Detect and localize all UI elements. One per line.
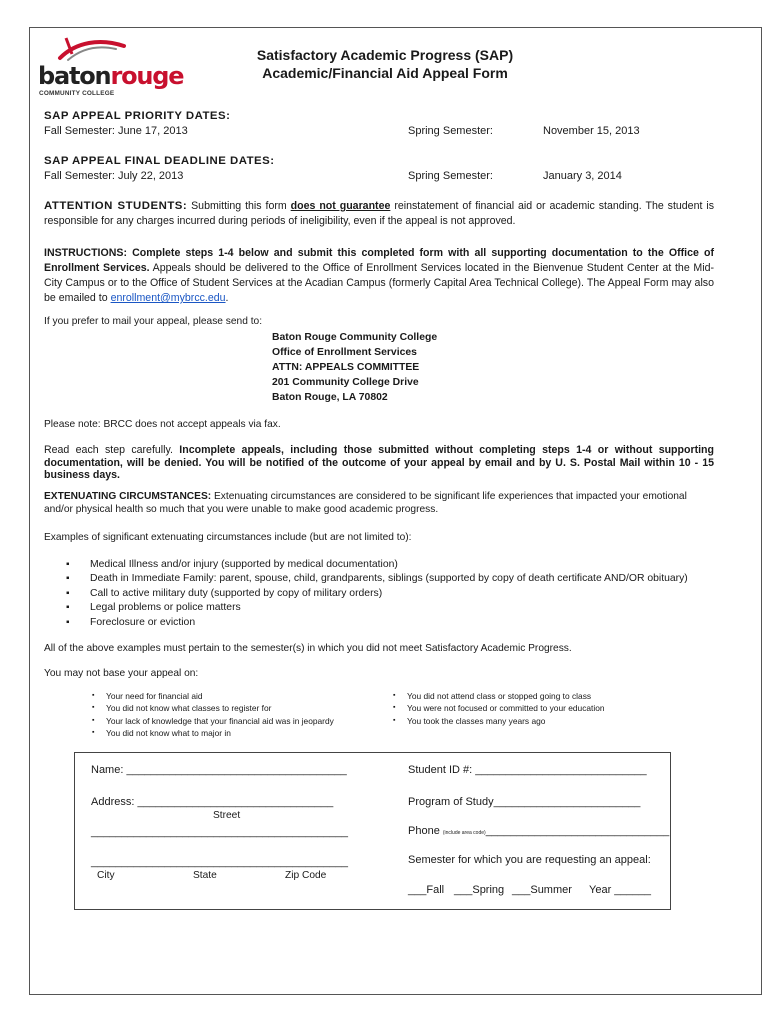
- final-spring-label: Spring Semester:: [408, 170, 493, 182]
- student-info-box: [74, 752, 671, 910]
- instructions-paragraph: INSTRUCTIONS: Complete steps 1-4 below and submit this completed form with all supporting documentation to the Office of Enrollment Services. Appeals should be delivered to the Office of Enrollment Services located in the Bienvenue Student Center at the Mid-City Campus or to the Office of Student Services at the Acadian Campus (formerly Capital Area Technical College). The Appeal Form may also be emailed to enrollment@mybrcc.edu.: [44, 247, 714, 304]
- mail-intro: If you prefer to mail your appeal, please send to:: [44, 316, 263, 327]
- address-line: Baton Rouge Community College: [272, 332, 438, 343]
- enrollment-email-link[interactable]: enrollment@mybrcc.edu: [110, 292, 226, 304]
- logo-wordmark: batonrouge: [38, 62, 184, 90]
- final-spring-date: January 3, 2014: [543, 170, 622, 182]
- not-base-intro: You may not base your appeal on:: [44, 668, 199, 679]
- attention-emphasis: does not guarantee: [290, 200, 391, 212]
- list-item: ▪ You did not know what classes to register for: [90, 702, 334, 714]
- address-line: Baton Rouge, LA 70802: [272, 392, 388, 403]
- read-carefully-paragraph: Read each step carefully. Incomplete appeals, including those submitted without completing steps 1-4 or without supporting documentation, will be denied. You will be notified of the outcome of your appeal by email and by U. S. Postal Mail within 10 - 15 business days.: [44, 444, 714, 481]
- phone-field[interactable]: Phone (include area code)______________________________: [408, 825, 670, 837]
- phone-hint: (include area code): [442, 830, 486, 836]
- list-item: ▪ You did not know what to major in: [90, 727, 334, 739]
- form-subtitle: Academic/Financial Aid Appeal Form: [262, 65, 508, 81]
- list-item: ▪ You were not focused or committed to your education: [391, 702, 605, 714]
- spring-option[interactable]: ___Spring: [454, 884, 505, 896]
- year-field[interactable]: Year ______: [589, 884, 651, 896]
- address-line: ATTN: APPEALS COMMITTEE: [272, 362, 420, 373]
- not-base-list-right: [391, 690, 605, 727]
- list-item: ▪ Death in Immediate Family: parent, spouse, child, grandparents, siblings (supported by copy of death certificate AND/OR obituary): [60, 572, 688, 586]
- form-title: Satisfactory Academic Progress (SAP): [256, 47, 514, 63]
- examples-note: All of the above examples must pertain to the semester(s) in which you did not meet Satisfactory Academic Progress.: [44, 643, 572, 654]
- address-line: Office of Enrollment Services: [272, 347, 417, 358]
- list-item: ▪ Legal problems or police matters: [60, 601, 688, 615]
- priority-spring-date: November 15, 2013: [543, 125, 640, 137]
- address-line3-field[interactable]: __________________________________________: [91, 856, 348, 868]
- college-logo: [38, 36, 184, 98]
- semester-question: Semester for which you are requesting an appeal:: [408, 854, 651, 866]
- phone-label: Phone: [408, 825, 440, 837]
- list-item: ▪ Medical Illness and/or injury (supported by medical documentation): [60, 558, 688, 572]
- list-item: ▪ Your lack of knowledge that your financial aid was in jeopardy: [90, 715, 334, 727]
- extenuating-label: EXTENUATING CIRCUMSTANCES:: [44, 491, 212, 502]
- state-label: State: [193, 870, 217, 881]
- priority-fall: Fall Semester: June 17, 2013: [44, 125, 188, 137]
- examples-list: [60, 558, 688, 630]
- fall-option[interactable]: ___Fall: [408, 884, 445, 896]
- list-item: ▪ You did not attend class or stopped going to class: [391, 690, 605, 702]
- address-line: 201 Community College Drive: [272, 377, 419, 388]
- attention-paragraph: ATTENTION STUDENTS: Submitting this form does not guarantee reinstatement of financial aid or academic standing. The student is responsible for any charges incurred during periods of ineligibility, even if the appeal is not approved.: [44, 200, 715, 227]
- final-fall: Fall Semester: July 22, 2013: [44, 170, 184, 182]
- instructions-label: INSTRUCTIONS: Complete steps 1-4 below and submit this completed form with all supporting documentation to the Office of Enrollment Services.: [44, 247, 714, 274]
- street-label: Street: [213, 810, 241, 821]
- examples-intro: Examples of significant extenuating circumstances include (but are not limited to):: [44, 532, 412, 543]
- zip-label: Zip Code: [285, 870, 327, 881]
- priority-heading: SAP APPEAL PRIORITY DATES:: [44, 110, 231, 122]
- final-heading: SAP APPEAL FINAL DEADLINE DATES:: [44, 155, 275, 167]
- not-base-list-left: [90, 690, 334, 740]
- program-field[interactable]: Program of Study________________________: [408, 796, 641, 808]
- logo-subtitle: COMMUNITY COLLEGE: [39, 90, 115, 97]
- city-label: City: [97, 870, 115, 881]
- list-item: ▪ Call to active military duty (supported by copy of military orders): [60, 587, 688, 601]
- attention-label: ATTENTION STUDENTS:: [44, 200, 188, 212]
- list-item: ▪ Your need for financial aid: [90, 690, 334, 702]
- extenuating-paragraph: EXTENUATING CIRCUMSTANCES: Extenuating circumstances are considered to be significant life experiences that impacted your emotional and/or physical health so much that you were unable to make good academic progress.: [44, 491, 687, 515]
- list-item: ▪ Foreclosure or eviction: [60, 616, 688, 630]
- name-field[interactable]: Name: ____________________________________: [91, 764, 347, 776]
- fax-note: Please note: BRCC does not accept appeals via fax.: [44, 419, 281, 430]
- priority-spring-label: Spring Semester:: [408, 125, 493, 137]
- list-item: ▪ You took the classes many years ago: [391, 715, 605, 727]
- summer-option[interactable]: ___Summer: [512, 884, 572, 896]
- address-line2-field[interactable]: __________________________________________: [91, 826, 348, 838]
- student-id-field[interactable]: Student ID #: ____________________________: [408, 764, 647, 776]
- address-field[interactable]: Address: ________________________________: [91, 796, 334, 808]
- mailing-address: [272, 330, 437, 405]
